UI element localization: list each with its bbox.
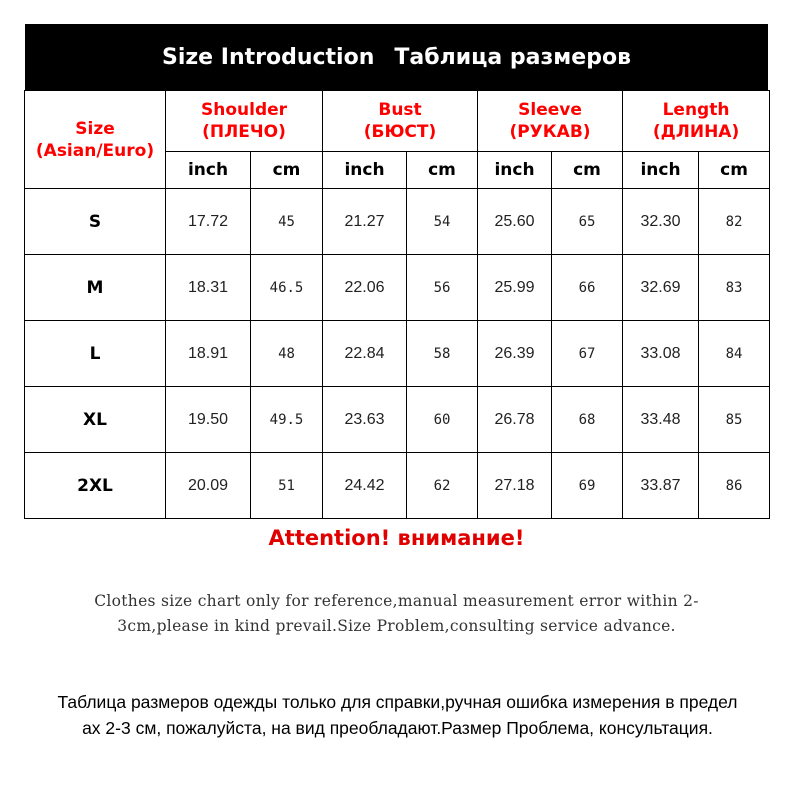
bust-header-ru: (БЮСТ) <box>363 122 437 142</box>
shoulder-column-header <box>166 91 323 152</box>
size-cell: S <box>25 189 166 255</box>
length-cm-cell: 85 <box>699 387 770 453</box>
shoulder-inch-cell: 17.72 <box>166 189 251 255</box>
note-russian-line: Таблица размеров одежды только для справки,ручная ошибка измерения в предел <box>57 692 738 712</box>
shoulder-inch-cell: 20.09 <box>166 453 251 519</box>
sleeve-header-ru: (РУКАВ) <box>509 122 591 142</box>
shoulder-cm-cell: 48 <box>251 321 323 387</box>
sleeve-header-en: Sleeve <box>518 100 582 120</box>
shoulder-inch-cell: 18.31 <box>166 255 251 321</box>
bust-header-en: Bust <box>378 100 422 120</box>
size-cell: 2XL <box>25 453 166 519</box>
table-row <box>25 387 770 453</box>
length-inch-cell: 33.48 <box>623 387 699 453</box>
length-cm-cell: 83 <box>699 255 770 321</box>
unit-header-inch: inch <box>323 152 407 189</box>
sleeve-cm-cell: 69 <box>552 453 623 519</box>
table-row <box>25 255 770 321</box>
note-english <box>30 589 763 639</box>
length-inch-cell: 32.69 <box>623 255 699 321</box>
length-inch-cell: 32.30 <box>623 189 699 255</box>
note-russian-line: ах 2-3 см, пожалуйста, на вид преобладают.Размер Проблема, консультация. <box>82 718 713 738</box>
bust-cm-cell: 62 <box>407 453 478 519</box>
bust-inch-cell: 21.27 <box>323 189 407 255</box>
shoulder-cm-cell: 49.5 <box>251 387 323 453</box>
bust-cm-cell: 58 <box>407 321 478 387</box>
shoulder-inch-cell: 18.91 <box>166 321 251 387</box>
note-russian <box>25 689 770 741</box>
bust-inch-cell: 24.42 <box>323 453 407 519</box>
size-header-line2: (Asian/Euro) <box>35 140 155 161</box>
sleeve-cm-cell: 68 <box>552 387 623 453</box>
length-inch-cell: 33.87 <box>623 453 699 519</box>
unit-header-cm: cm <box>407 152 478 189</box>
table-row <box>25 189 770 255</box>
sleeve-cm-cell: 66 <box>552 255 623 321</box>
table-row <box>25 321 770 387</box>
unit-header-cm: cm <box>251 152 323 189</box>
length-column-header <box>623 91 770 152</box>
bust-cm-cell: 56 <box>407 255 478 321</box>
sleeve-inch-cell: 25.99 <box>478 255 552 321</box>
unit-header-inch: inch <box>623 152 699 189</box>
length-header-en: Length <box>662 100 730 120</box>
size-cell: XL <box>25 387 166 453</box>
title-en: Size Introduction <box>161 44 375 70</box>
size-cell: M <box>25 255 166 321</box>
shoulder-cm-cell: 45 <box>251 189 323 255</box>
attention-heading: Attention! внимание! <box>268 526 525 550</box>
bust-inch-cell: 23.63 <box>323 387 407 453</box>
size-table <box>24 90 770 519</box>
size-cell: L <box>25 321 166 387</box>
shoulder-header-en: Shoulder <box>200 100 288 120</box>
sleeve-column-header <box>478 91 623 152</box>
table-row <box>25 453 770 519</box>
unit-header-cm: cm <box>699 152 770 189</box>
unit-header-inch: inch <box>166 152 251 189</box>
sleeve-inch-cell: 25.60 <box>478 189 552 255</box>
sleeve-inch-cell: 26.78 <box>478 387 552 453</box>
unit-header-inch: inch <box>478 152 552 189</box>
sleeve-inch-cell: 27.18 <box>478 453 552 519</box>
note-english-line: 3cm,please in kind prevail.Size Problem,consulting service advance. <box>117 617 676 635</box>
length-cm-cell: 86 <box>699 453 770 519</box>
note-english-line: Clothes size chart only for reference,manual measurement error within 2- <box>94 592 699 610</box>
shoulder-inch-cell: 19.50 <box>166 387 251 453</box>
shoulder-cm-cell: 51 <box>251 453 323 519</box>
length-cm-cell: 82 <box>699 189 770 255</box>
bust-inch-cell: 22.06 <box>323 255 407 321</box>
shoulder-cm-cell: 46.5 <box>251 255 323 321</box>
shoulder-header-ru: (ПЛЕЧО) <box>202 122 286 142</box>
page-title <box>25 24 768 90</box>
size-column-header <box>25 91 166 189</box>
length-inch-cell: 33.08 <box>623 321 699 387</box>
length-header-ru: (ДЛИНА) <box>652 122 740 142</box>
bust-cm-cell: 54 <box>407 189 478 255</box>
bust-cm-cell: 60 <box>407 387 478 453</box>
sleeve-cm-cell: 65 <box>552 189 623 255</box>
length-cm-cell: 84 <box>699 321 770 387</box>
title-ru: Таблица размеров <box>394 44 631 70</box>
size-header-line1: Size <box>75 118 115 139</box>
unit-header-cm: cm <box>552 152 623 189</box>
bust-column-header <box>323 91 478 152</box>
sleeve-inch-cell: 26.39 <box>478 321 552 387</box>
bust-inch-cell: 22.84 <box>323 321 407 387</box>
sleeve-cm-cell: 67 <box>552 321 623 387</box>
